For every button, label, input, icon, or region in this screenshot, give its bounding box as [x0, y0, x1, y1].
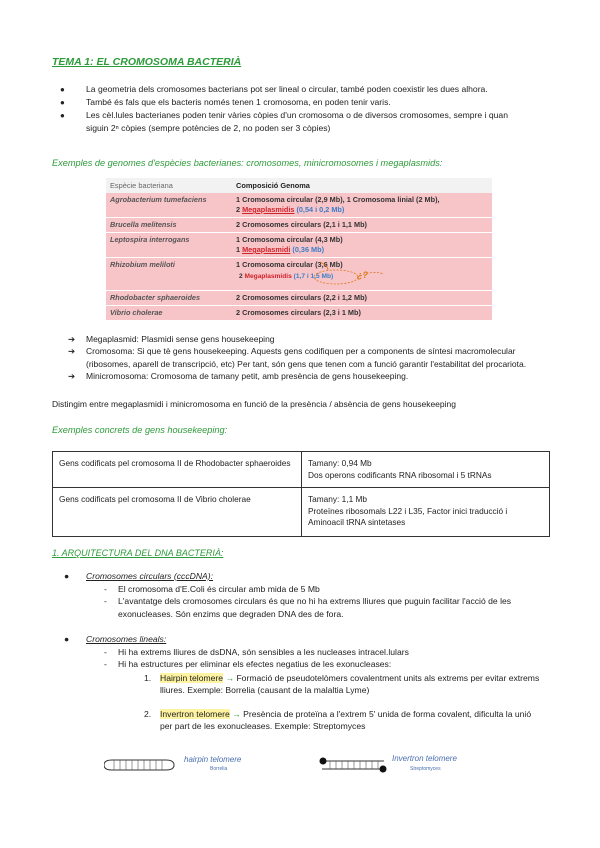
invertron-term: Invertron telomere: [160, 708, 230, 719]
linear-section: ● Cromosomes lineals: - Hi ha extrems lliures de dsDNA, són sensibles a les nucleases intracel.lulars - Hi ha estructures per eliminar els efectes negatius de les exonucleases: 1. Hairpin telomere → Formació de pseudotelòmers covalentment units als extrems per evitar extrems lliures. Exemple: Borrelia (causant de la malaltia Lyme) 2. Invertron telomere → Presència de proteïna a l'extrem 5' unida de forma covalent, dificulta la unió per part de les exonucleases. Exemple: Streptomyces: [64, 633, 544, 733]
arrow-icon: ➔: [68, 334, 76, 344]
hairpin-term: Hairpin telomere: [160, 672, 224, 683]
list-item: - L'avantatge dels cromosomes circulars és que no hi ha extrems lliures que puguin facilitar l'acció de les exonucleases. Són enzims que degraden DNA des de fora.: [104, 596, 512, 619]
page-title: TEMA 1: EL CROMOSOMA BACTERIÀ: [52, 56, 242, 68]
intro-bullet-list: [60, 83, 526, 135]
column-header: Composició Genoma: [232, 178, 492, 193]
definitions-list: [68, 333, 534, 382]
bullet-icon: ●: [64, 634, 70, 644]
table-row: Rhizobium meliloti 1 Cromosoma circular (3,6 Mb) 2 Megaplasmidis (1,7 i 1,5 Mb) ¿?: [106, 258, 492, 291]
circular-section: ● Cromosomes circulars (cccDNA): - El cromosoma d'E.Coli és circular amb mida de 5 Mb - L'avantatge dels cromosomes circulars és que no hi ha extrems lliures que puguin facilitar l'acció de les exonucleases. Són enzims que degraden DNA des de fora.: [64, 570, 544, 620]
table-row: Brucella melitensis 2 Cromosomes circulars (2,1 i 1,1 Mb): [106, 218, 492, 233]
list-item: 2. Invertron telomere → Presència de proteïna a l'extrem 5' unida de forma covalent, dificulta la unió per part de les exonucleases. Exemple: Streptomyces: [144, 708, 532, 731]
arrow-icon: ➔: [68, 346, 76, 357]
handwritten-annotation: ¿?: [357, 270, 369, 280]
housekeeping-heading: Exemples concrets de gens housekeeping:: [52, 425, 228, 435]
arrow-icon: ➔: [68, 370, 76, 381]
table-row: Vibrio cholerae 2 Cromosomes circulars (2,3 i 1 Mb): [106, 306, 492, 321]
table-row: Gens codificats pel cromosoma II de Rhodobacter sphaeroides Tamany: 0,94 Mb Dos operons codificants RNA ribosomal i 5 tRNAs: [53, 452, 550, 488]
list-item: ➔ Cromosoma: Si que tè gens housekeeping. Aquests gens codifiquen per a components de síntesi macromolecular (ribosomes, aparell de transcripció, etc) Per tant, són gens que tenen com a funció garantir l'estabilitat del procariota.: [68, 346, 527, 369]
table-row: Leptospira interrogans 1 Cromosoma circular (4,3 Mb) 1 Megaplasmidi (0,36 Mb): [106, 233, 492, 258]
table-row: Agrobacterium tumefaciens 1 Cromosoma circular (2,9 Mb), 1 Cromosoma linial (2 Mb), 2 Megaplasmidis (0,54 i 0,2 Mb): [106, 193, 492, 218]
list-item: ➔ Minicromosoma: Cromosoma de tamany petit, amb presència de gens housekeeping.: [68, 370, 409, 381]
column-header: Espècie bacteriana: [106, 178, 232, 193]
section-heading: 1. ARQUITECTURA DEL DNA BACTERIÀ:: [52, 548, 224, 558]
distinction-text: Distingim entre megaplasmidi i minicromosoma en funció de la presència / absència de gens housekeeping: [52, 399, 456, 409]
genome-table: [106, 178, 492, 321]
table-row: Rhodobacter sphaeroides 2 Cromosomes circulars (2,2 i 1,2 Mb): [106, 291, 492, 306]
genomes-heading: Exemples de genomes d'espècies bacterianes: cromosomes, minicromosomes i megaplasmids:: [52, 158, 443, 168]
list-item: ● També és fals que els bacteris només tenen 1 cromosoma, en poden tenir varis.: [60, 97, 391, 107]
list-item: - El cromosoma d'E.Coli és circular amb mida de 5 Mb: [104, 583, 320, 594]
handwritten-circle-icon: [306, 260, 396, 286]
list-item: - Hi ha estructures per eliminar els efectes negatius de les exonucleases:: [104, 659, 392, 669]
housekeeping-table: [52, 451, 550, 537]
hairpin-figure: hairpin telomere Borrelia: [104, 752, 264, 782]
list-item: 1. Hairpin telomere → Formació de pseudotelòmers covalentment units als extrems per evitar extrems lliures. Exemple: Borrelia (causant de la malaltia Lyme): [144, 672, 540, 695]
list-item: ● Les cèl.lules bacterianes poden tenir vàries còpies d'un cromosoma o de diversos cromosomes, sempre i quan siguin 2ⁿ còpies (sempre potències de 2, no poden ser 3 còpies): [60, 110, 508, 133]
invertron-figure: Invertron telomere Streptomyces: [318, 752, 478, 782]
bullet-icon: ●: [64, 571, 70, 581]
table-row: Gens codificats pel cromosoma II de Vibrio cholerae Tamany: 1,1 Mb Proteïnes ribosomals L22 i L35, Factor inici traducció i Aminoacil tRNA sintetases: [53, 488, 550, 537]
list-item: ● La geometria dels cromosomes bacterians pot ser lineal o circular, també poden coexistir les dues alhora.: [60, 84, 488, 94]
list-item: - Hi ha extrems lliures de dsDNA, són sensibles a les nucleases intracel.lulars: [104, 646, 409, 657]
list-item: ➔ Megaplasmid: Plasmidi sense gens housekeeping: [68, 334, 275, 344]
